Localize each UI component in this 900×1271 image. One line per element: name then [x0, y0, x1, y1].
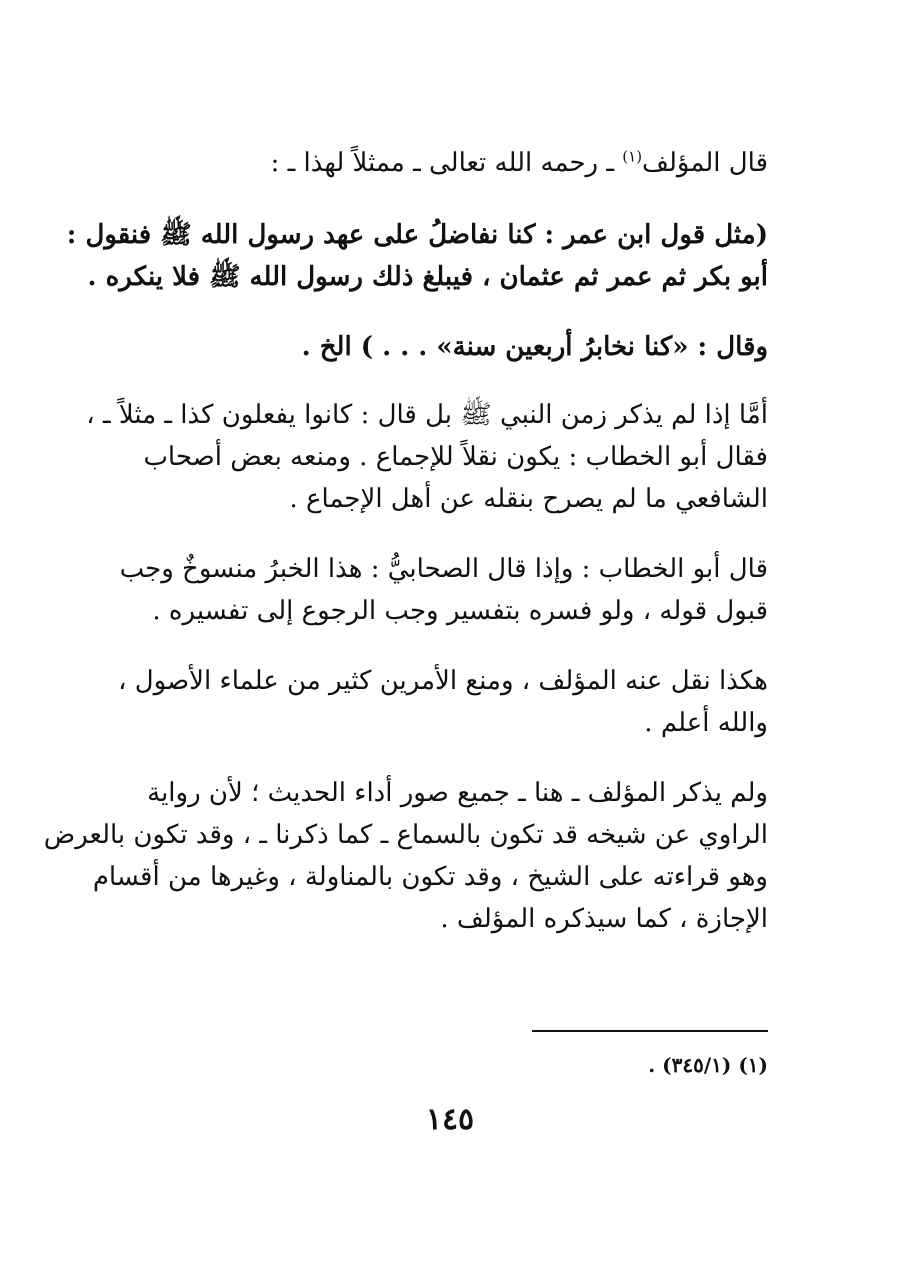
intro-paragraph — [128, 142, 768, 184]
footnote-divider — [532, 1030, 768, 1032]
text-line: وهو قراءته على الشيخ ، وقد تكون بالمناولة ، وغيرها من أقسام — [92, 862, 768, 892]
quoted-example-paragraph — [66, 214, 768, 298]
text-line: فقال أبو الخطاب : يكون نقلاً للإجماع . ومنعه بعض أصحاب — [143, 442, 768, 472]
intro-line — [128, 142, 768, 184]
text-line: أبو بكر ثم عمر ثم عثمان ، فيبلغ ذلك رسول الله ﷺ فلا ينكره . — [87, 262, 768, 292]
paragraph-2 — [119, 548, 768, 632]
paragraph-1 — [86, 394, 768, 520]
text-line: قبول قوله ، ولو فسره بتفسير وجب الرجوع إلى تفسيره . — [152, 596, 768, 626]
text-line: والله أعلم . — [644, 708, 768, 738]
text-line: (مثل قول ابن عمر : كنا نفاضلُ على عهد رسول الله ﷺ فنقول : — [66, 220, 768, 250]
page-number: ١٤٥ — [425, 1102, 475, 1137]
footnote-reference[interactable]: (١) — [622, 147, 643, 166]
paragraph-4 — [43, 772, 768, 940]
text-line: الراوي عن شيخه قد تكون بالسماع ـ كما ذكرنا ـ ، وقد تكون بالعرض — [43, 820, 768, 850]
text-line: الإجازة ، كما سيذكره المؤلف . — [440, 904, 768, 934]
text-line: قال أبو الخطاب : وإذا قال الصحابيُّ : هذا الخبرُ منسوخٌ وجب — [119, 554, 768, 584]
intro-text: قال المؤلف — [642, 148, 768, 178]
text-line: الشافعي ما لم يصرح بنقله عن أهل الإجماع . — [289, 484, 768, 514]
quote-paragraph — [128, 326, 768, 368]
paragraph-3 — [118, 660, 768, 744]
text-line: وقال : «كنا نخابرُ أربعين سنة» . . . ) الخ . — [301, 332, 768, 362]
text-line: هكذا نقل عنه المؤلف ، ومنع الأمرين كثير من علماء الأصول ، — [118, 666, 768, 696]
text-line: ولم يذكر المؤلف ـ هنا ـ جميع صور أداء الحديث ؛ لأن رواية — [147, 778, 768, 808]
text-line: أمَّا إذا لم يذكر زمن النبي ﷺ بل قال : كانوا يفعلون كذا ـ مثلاً ـ ، — [86, 400, 768, 430]
intro-text-continued: ـ رحمه الله تعالى ـ ممثلاً لهذا ـ : — [270, 148, 623, 178]
footnote: (١) (٣٤٥/١) . — [648, 1053, 768, 1077]
